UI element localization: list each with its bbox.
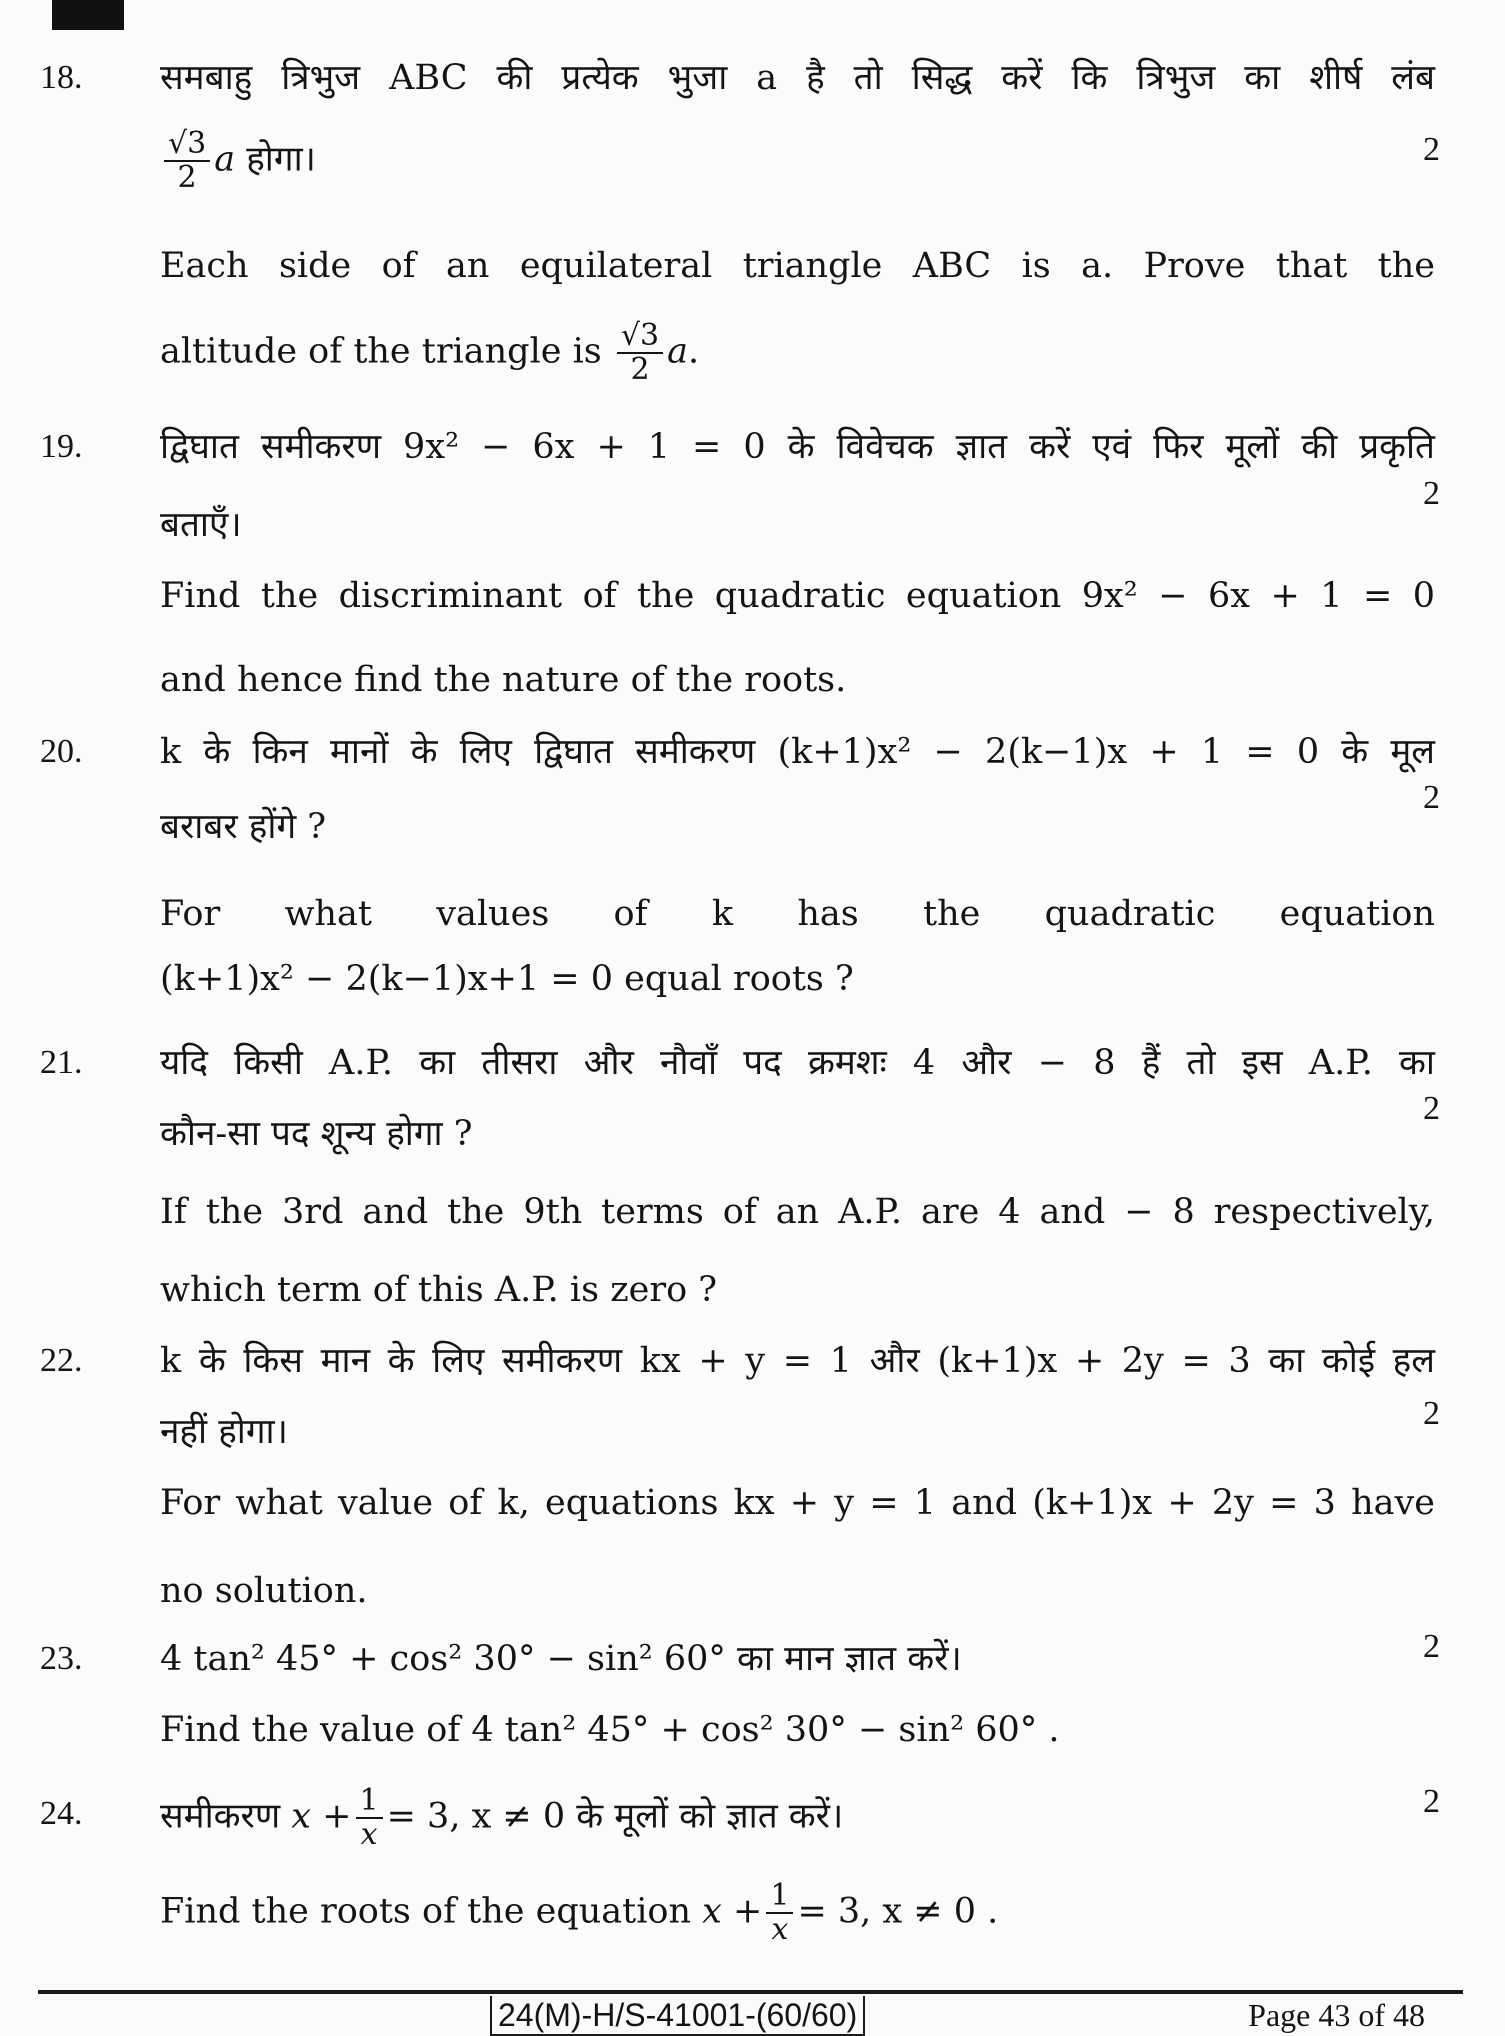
footer-rule	[38, 1990, 1463, 1994]
question-english-line: (k+1)x² − 2(k−1)x+1 = 0 equal roots ?	[160, 959, 854, 999]
question-number: 24.	[40, 1795, 83, 1832]
question-number: 22.	[40, 1342, 83, 1379]
question-english-line: For what values of k has the quadratic equation	[160, 894, 1435, 934]
question-english-line: which term of this A.P. is zero ?	[160, 1270, 718, 1310]
fraction: $\frac{1}{x}$	[766, 1880, 793, 1946]
fraction: $\frac{√3}{2}$	[164, 128, 210, 194]
question-hindi-line: समबाहु त्रिभुज ABC की प्रत्येक भुजा a है तो सिद्ध करें कि त्रिभुज का शीर्ष लंब	[160, 58, 1435, 98]
question-hindi-line: k के किन मानों के लिए द्विघात समीकरण (k+1)x² − 2(k−1)x + 1 = 0 के मूल	[160, 732, 1435, 772]
question-hindi-line: बताएँ।	[160, 505, 242, 545]
question-hindi-line: यदि किसी A.P. का तीसरा और नौवाँ पद क्रमशः 4 और − 8 हैं तो इस A.P. का	[160, 1043, 1435, 1083]
marks: 2	[1423, 779, 1440, 816]
marks: 2	[1423, 1090, 1440, 1127]
question-hindi-line: k के किस मान के लिए समीकरण kx + y = 1 और (k+1)x + 2y = 3 का कोई हल	[160, 1341, 1435, 1381]
question-hindi-line: द्विघात समीकरण 9x² − 6x + 1 = 0 के विवेचक ज्ञात करें एवं फिर मूलों की प्रकृति	[160, 427, 1435, 467]
marks: 2	[1423, 475, 1440, 512]
fraction: $\frac{√3}{2}$	[617, 320, 663, 386]
question-english-line: Each side of an equilateral triangle ABC is a. Prove that the	[160, 246, 1435, 286]
marks: 2	[1423, 1395, 1440, 1432]
marks: 2	[1423, 131, 1440, 168]
question-hindi-line: बराबर होंगे ?	[160, 807, 327, 847]
question-english-line: and hence find the nature of the roots.	[160, 660, 847, 700]
question-hindi-line: समीकरण x + $\frac{1}{x}$ = 3, x ≠ 0 के मूलों को ज्ञात करें।	[160, 1783, 844, 1852]
question-hindi-line: नहीं होगा।	[160, 1412, 288, 1452]
page-corner-mark	[52, 0, 124, 30]
question-english-line: altitude of the triangle is $\frac{√3}{2}$ a.	[160, 318, 700, 387]
question-hindi-line: $\frac{√3}{2}$ a होगा।	[160, 128, 1435, 194]
paper-code: 24(M)-H/S-41001-(60/60)	[490, 1996, 865, 2036]
question-number: 21.	[40, 1044, 83, 1081]
question-english-line: Find the value of 4 tan² 45° + cos² 30° − sin² 60° .	[160, 1710, 1060, 1750]
question-english-line: For what value of k, equations kx + y = 1 and (k+1)x + 2y = 3 have	[160, 1483, 1435, 1523]
question-number: 23.	[40, 1640, 83, 1677]
question-number: 18.	[40, 59, 83, 96]
marks: 2	[1423, 1628, 1440, 1665]
question-number: 19.	[40, 428, 83, 465]
question-english-line: Find the roots of the equation x + $\frac{1}{x}$ = 3, x ≠ 0 .	[160, 1878, 999, 1947]
question-hindi-line: कौन-सा पद शून्य होगा ?	[160, 1114, 473, 1154]
question-number: 20.	[40, 733, 83, 770]
fraction: $\frac{1}{x}$	[356, 1785, 383, 1851]
question-english-line: If the 3rd and the 9th terms of an A.P. are 4 and − 8 respectively,	[160, 1192, 1435, 1232]
question-english-line: Find the discriminant of the quadratic equation 9x² − 6x + 1 = 0	[160, 576, 1435, 616]
page-number: Page 43 of 48	[1248, 1997, 1425, 2033]
question-english-line: no solution.	[160, 1571, 368, 1611]
marks: 2	[1423, 1783, 1440, 1820]
question-hindi-line: 4 tan² 45° + cos² 30° − sin² 60° का मान ज्ञात करें।	[160, 1639, 962, 1679]
